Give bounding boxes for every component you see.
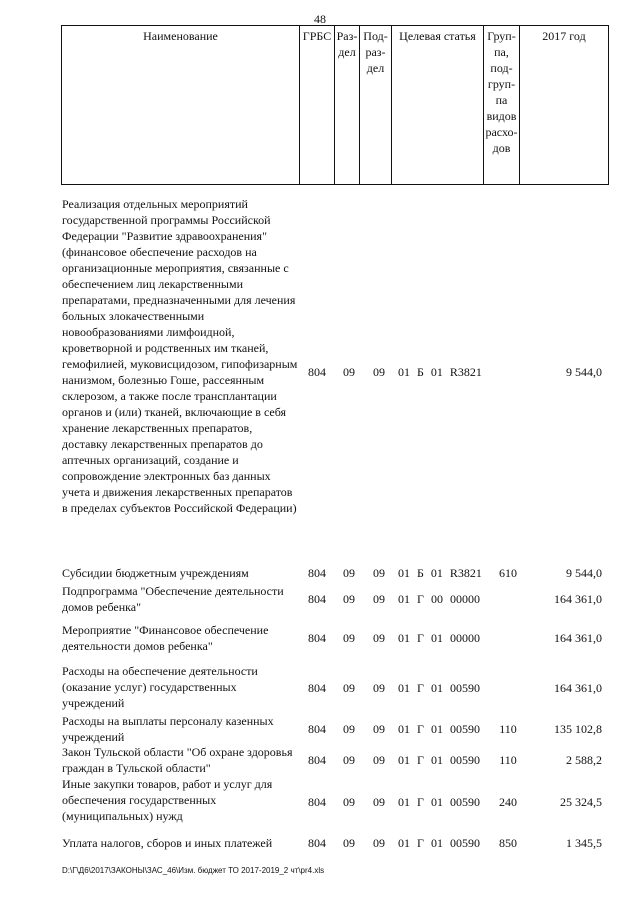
row-group: 240	[499, 795, 517, 809]
table-header	[61, 25, 609, 185]
column-header-grbs: ГРБС	[300, 26, 335, 185]
row-razdel: 09	[343, 722, 355, 736]
row-target: 01 Г 01 00000	[398, 631, 480, 645]
row-razdel: 09	[343, 795, 355, 809]
table-row	[0, 776, 640, 824]
column-header-year: 2017 год	[520, 26, 609, 185]
row-name: Расходы на выплаты персоналу казенных учреждений	[62, 714, 274, 744]
row-razdel: 09	[343, 631, 355, 645]
row-grbs: 804	[308, 722, 326, 736]
table-row	[0, 196, 640, 548]
row-podrazdel: 09	[373, 753, 385, 767]
row-grbs: 804	[308, 836, 326, 850]
row-amount: 1 345,5	[566, 836, 602, 850]
row-name: Реализация отдельных мероприятий государственной программы Российской Федерации "Развитие здравоохранения" (финансовое обеспечение расходов на организационные мероприятия, связанные с обеспечением лиц лекарственными препаратами, предназначенными для лечения больных злокачественными новообразованиями лимфоидной, кроветворной и родственных им тканей, гемофилией, муковисцидозом, гипофизарным нанизмом, болезнью Гоше, рассеянным склерозом, а также после трансплантации органов и (или) тканей, включающие в себя хранение лекарственных препаратов, доставку лекарственных препаратов до аптечных организаций, создание и сопровождение электронных баз данных учета и движения лекарственных препаратов в пределах субъектов Российской Федерации)	[62, 197, 298, 515]
row-target: 01 Г 01 00590	[398, 722, 480, 736]
row-grbs: 804	[308, 592, 326, 606]
row-name: Субсидии бюджетным учреждениям	[62, 566, 249, 580]
row-target: 01 Г 01 00590	[398, 836, 480, 850]
row-name: Закон Тульской области "Об охране здоровья граждан в Тульской области"	[62, 745, 293, 775]
row-name: Уплата налогов, сборов и иных платежей	[62, 836, 273, 850]
row-target: 01 Г 01 00590	[398, 681, 480, 695]
row-podrazdel: 09	[373, 365, 385, 379]
row-name: Иные закупки товаров, работ и услуг для обеспечения государственных (муниципальных) нужд	[62, 777, 273, 823]
row-target: 01 Б 01 R3821	[398, 566, 482, 580]
row-podrazdel: 09	[373, 722, 385, 736]
file-path-footer: D:\Г\Д6\2017\ЗАКОНЫ\ЗАС_46\Изм. бюджет ТО 2017-2019_2 чт\pr4.xls	[62, 866, 325, 875]
row-target: 01 Г 00 00000	[398, 592, 480, 606]
row-grbs: 804	[308, 753, 326, 767]
row-group: 110	[499, 753, 517, 767]
row-grbs: 804	[308, 795, 326, 809]
row-name: Мероприятие "Финансовое обеспечение деятельности домов ребенка"	[62, 623, 269, 653]
row-group: 850	[499, 836, 517, 850]
column-header-podrazdel: Под- раз- дел	[360, 26, 392, 185]
row-target: 01 Г 01 00590	[398, 795, 480, 809]
row-podrazdel: 09	[373, 592, 385, 606]
row-grbs: 804	[308, 631, 326, 645]
row-podrazdel: 09	[373, 681, 385, 695]
table-row	[0, 565, 640, 581]
table-row	[0, 744, 640, 776]
row-razdel: 09	[343, 566, 355, 580]
row-amount: 25 324,5	[560, 795, 602, 809]
row-podrazdel: 09	[373, 836, 385, 850]
row-amount: 164 361,0	[554, 592, 602, 606]
row-group: 610	[499, 566, 517, 580]
row-grbs: 804	[308, 365, 326, 379]
row-grbs: 804	[308, 566, 326, 580]
row-razdel: 09	[343, 592, 355, 606]
column-header-name: Наименование	[62, 26, 300, 185]
page-number: 48	[314, 12, 326, 26]
table-row	[0, 835, 640, 851]
row-podrazdel: 09	[373, 795, 385, 809]
row-target: 01 Г 01 00590	[398, 753, 480, 767]
table-row	[0, 583, 640, 615]
row-podrazdel: 09	[373, 566, 385, 580]
row-razdel: 09	[343, 836, 355, 850]
row-amount: 9 544,0	[566, 365, 602, 379]
row-name: Подпрограмма "Обеспечение деятельности домов ребенка"	[62, 584, 284, 614]
row-amount: 164 361,0	[554, 631, 602, 645]
row-group: 110	[499, 722, 517, 736]
column-header-group: Груп- па, под- груп- па видов расхо- дов	[484, 26, 520, 185]
table-row	[0, 622, 640, 654]
row-amount: 2 588,2	[566, 753, 602, 767]
row-amount: 164 361,0	[554, 681, 602, 695]
row-target: 01 Б 01 R3821	[398, 365, 482, 379]
column-header-razdel: Раз- дел	[335, 26, 360, 185]
row-razdel: 09	[343, 365, 355, 379]
column-header-target: Целевая статья	[392, 26, 484, 185]
row-name: Расходы на обеспечение деятельности (оказание услуг) государственных учреждений	[62, 664, 258, 710]
row-razdel: 09	[343, 681, 355, 695]
row-podrazdel: 09	[373, 631, 385, 645]
row-grbs: 804	[308, 681, 326, 695]
row-razdel: 09	[343, 753, 355, 767]
row-amount: 9 544,0	[566, 566, 602, 580]
row-amount: 135 102,8	[554, 722, 602, 736]
table-row	[0, 663, 640, 711]
table-row	[0, 713, 640, 745]
